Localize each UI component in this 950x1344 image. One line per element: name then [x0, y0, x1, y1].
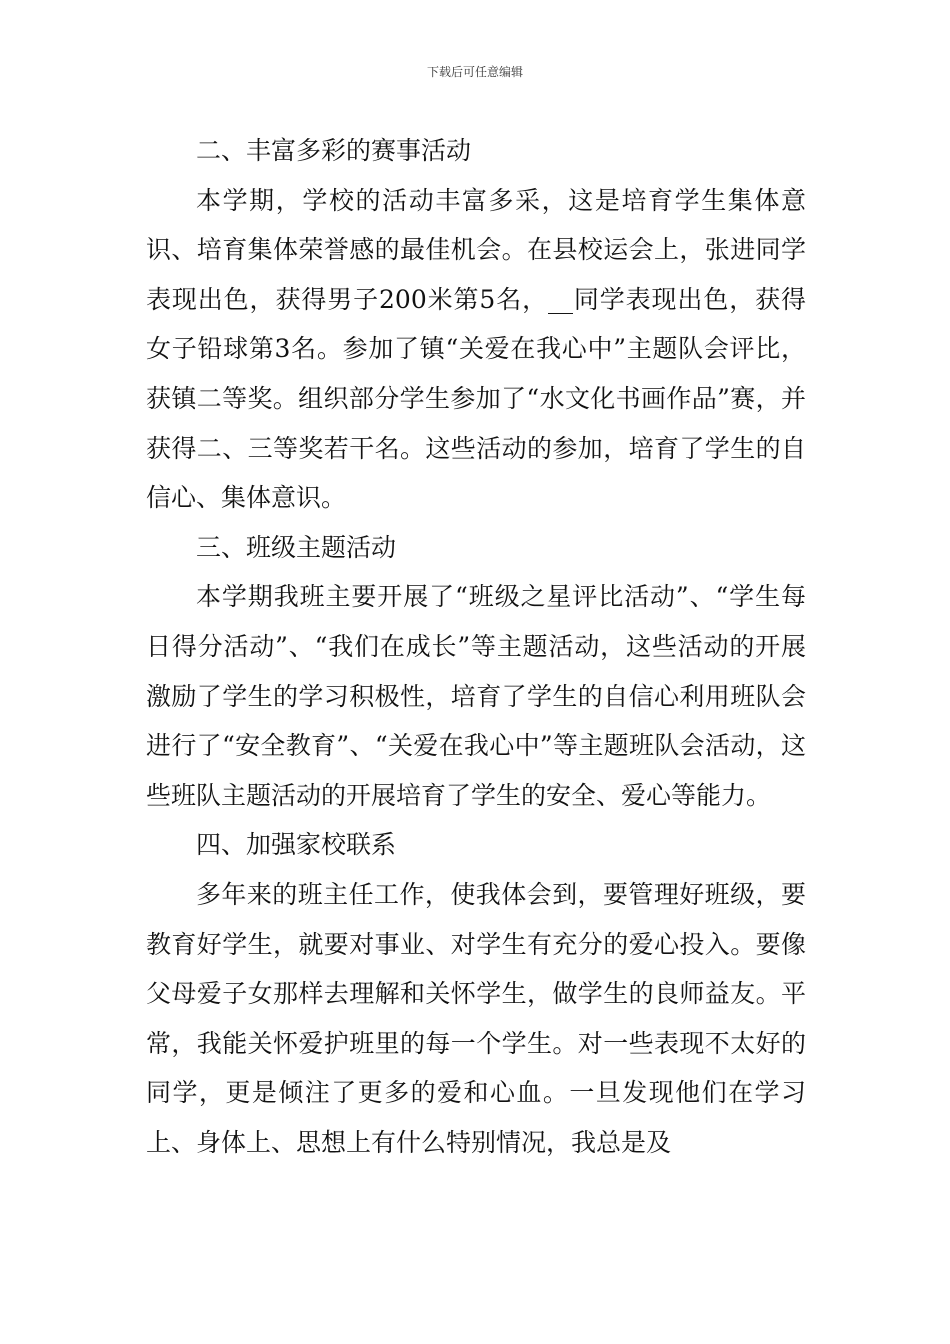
paragraph-class-activities: 本学期我班主要开展了“班级之星评比活动”、“学生每日得分活动”、“我们在成长”等主题活动，这些活动的开展激励了学生的学习积极性，培育了学生的自信心利用班队会进行了“安全教育”、“关爱在我心中”等主题班队会活动，这些班队主题活动的开展培育了学生的安全、爱心等能力。 [146, 582, 806, 810]
page-header-note: 下载后可任意编辑 [426, 65, 523, 79]
document-body [146, 126, 806, 1167]
section-heading-events: 二、丰富多彩的赛事活动 [196, 136, 472, 165]
paragraph-home-school: 多年来的班主任工作，使我体会到，要管理好班级，要教育好学生，就要对事业、对学生有充分的爱心投入。要像父母爱子女那样去理解和关怀学生，做学生的良师益友。平常，我能关怀爱护班里的每一个学生。对一些表现不太好的同学，更是倾注了更多的爱和心血。一旦发现他们在学习上、身体上、思想上有什么特别情况，我总是及 [146, 879, 806, 1157]
section-heading-class-activities: 三、班级主题活动 [196, 532, 397, 562]
paragraph-events: 本学期，学校的活动丰富多采，这是培育学生集体意识、培育集体荣誉感的最佳机会。在县校运会上，张进同学表现出色，获得男子200米第5名，__同学表现出色，获得女子铅球第3名。参加了镇“关爱在我心中”主题队会评比，获镇二等奖。组织部分学生参加了“水文化书画作品”赛，并获得二、三等奖若干名。这些活动的参加，培育了学生的自信心、集体意识。 [146, 185, 806, 513]
section-heading-home-school: 四、加强家校联系 [196, 830, 397, 860]
